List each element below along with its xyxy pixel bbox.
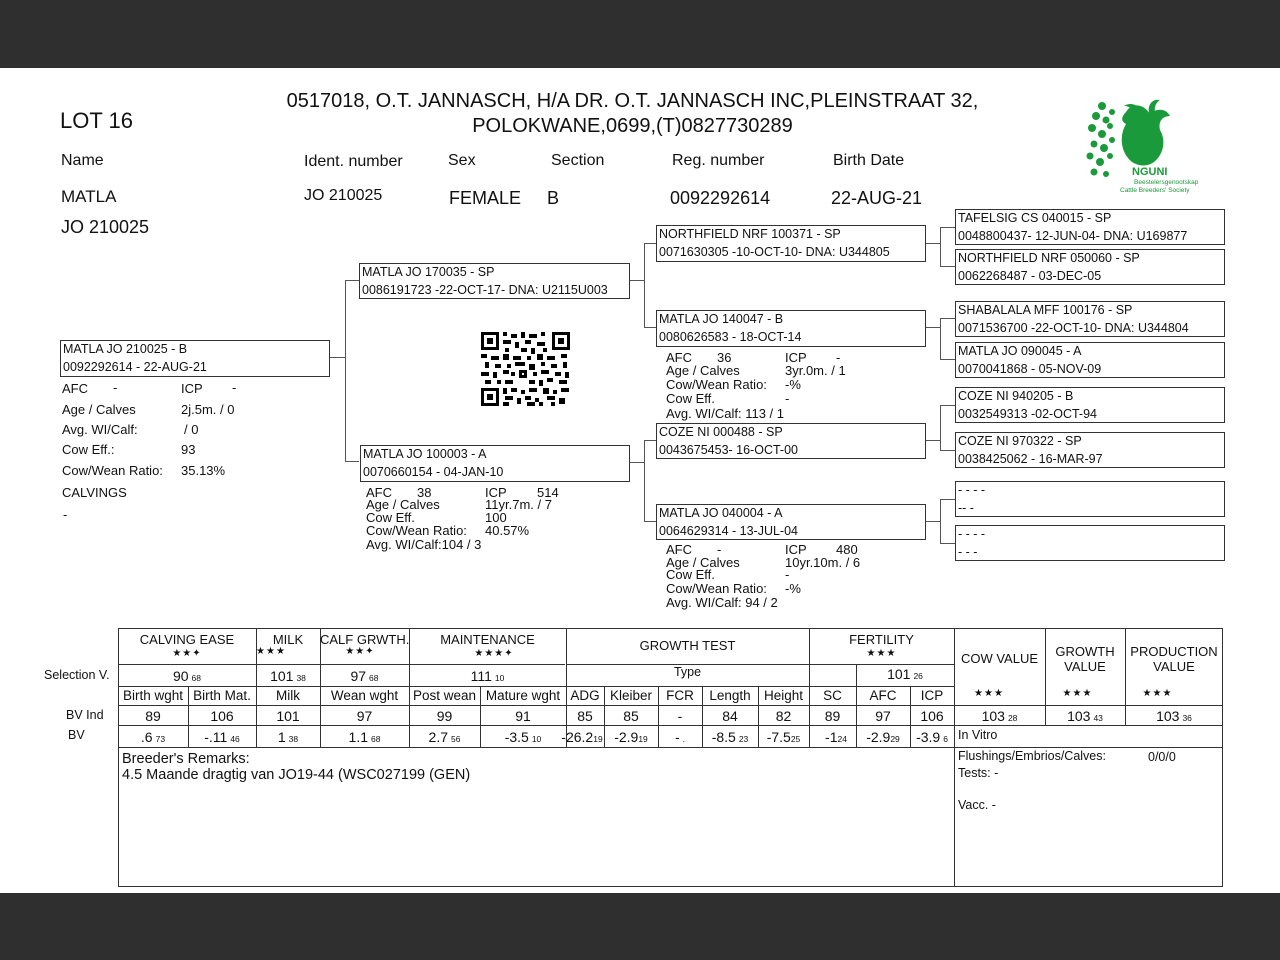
row-label-bv: BV [68,728,85,742]
sd-icp-label: ICP [785,350,807,365]
sel-maint-acc: 10 [494,673,505,683]
sel-fert: 101 [887,666,911,682]
bv-value: -26.2 [561,729,594,745]
subject-calvings-label: CALVINGS [62,485,127,500]
dd-icp: 480 [836,542,858,557]
header-sex: Sex [448,152,476,169]
bv-value: -2.9 [614,729,639,745]
subject-wi: / 0 [184,422,199,437]
stars-maint: ★★★✦ [474,648,514,659]
sd-afc-label: AFC [666,350,692,365]
bv-acc: 38 [288,734,299,744]
header-name: Name [61,152,104,169]
dam-line-2: 0070660154 - 04-JAN-10 [363,465,504,479]
dd-line-1: MATLA JO 040004 - A [659,506,783,520]
bv-acc: 10 [531,734,542,744]
ds-line-1: COZE NI 000488 - SP [659,425,783,439]
ss-line-2: 0071630305 -10-OCT-10- DNA: U344805 [659,245,890,259]
sd-wi: Avg. WI/Calf: 113 / 1 [666,406,785,421]
gg-box-3 [955,301,1225,337]
bv-acc: 19 [638,734,648,744]
bvind-sc: 89 [824,708,841,724]
dd-afc-label: AFC [666,542,692,557]
bv-value: -2.9 [866,729,891,745]
flushings-value: 0/0/0 [1148,750,1176,764]
dd-eff: - [785,567,790,582]
logo-tag-2: Cattle Breeders' Society [1120,187,1190,194]
dam-line-1: MATLA JO 100003 - A [363,447,487,461]
dam-afc: 38 [417,485,432,500]
pedigree-line [940,450,955,451]
pedigree-line [329,357,346,358]
animal-section: B [547,188,560,208]
bv-acc: 68 [371,734,381,744]
pedigree-line [644,243,645,328]
pedigree-line [629,280,645,281]
dd-cwr: -% [785,581,801,596]
subject-cwr-label: Cow/Wean Ratio: [62,463,163,478]
bvind-length: 84 [722,708,738,724]
bv-value: 1 [277,729,286,745]
group-cow-value: COW VALUE [960,651,1039,666]
dam-eff-label: Cow Eff. [366,510,415,525]
pedigree-line [345,280,346,462]
header-section: Section [551,152,605,169]
col-icp: ICP [920,688,944,703]
sel-calf: 97 [350,668,367,684]
pedigree-line [644,440,645,522]
gg-box-5 [955,387,1225,423]
bv-acc: 6 [943,734,948,744]
qr-code [481,332,570,406]
stars-milk: ★★★ [256,646,286,657]
gg-3-line-2: 0071536700 -22-OCT-10- DNA: U344804 [958,321,1189,335]
table-line [954,628,955,887]
animal-reg: 0092292614 [670,188,771,208]
subject-afc: - [113,380,118,395]
header-ident: Ident. number [304,153,403,170]
col-afc: AFC [869,688,897,703]
subject-box [60,340,330,377]
dam-wi: Avg. WI/Calf:104 / 3 [366,537,482,552]
bvind-wean-wght: 97 [356,708,373,724]
row-label-bv-ind: BV Ind [66,708,104,722]
subject-calvings: - [63,507,68,522]
dam-icp: 514 [537,485,559,500]
growth-value: 103 [1067,708,1091,724]
bv-acc: 46 [230,734,240,744]
bv-value: -3.9 [916,729,941,745]
group-growth-value-2: VALUE [1064,659,1106,674]
logo-brand: NGUNI [1132,166,1168,178]
gg-6-line-1: COZE NI 970322 - SP [958,434,1082,448]
pedigree-line [926,521,941,522]
pedigree-line [644,440,656,441]
flushings-label: Flushings/Embrios/Calves: [958,749,1106,763]
bv-acc: 19 [593,734,603,744]
pedigree-line [629,462,645,463]
pedigree-line [940,266,955,267]
animal-birth: 22-AUG-21 [831,188,923,208]
production-value: 103 [1156,708,1180,724]
bv-acc: 73 [155,734,166,744]
stars-calf: ★★✦ [345,646,375,657]
subject-icp: - [232,380,237,395]
dam-icp-label: ICP [485,485,507,500]
subject-icp-label: ICP [181,381,203,396]
subject-cwr: 35.13% [181,463,226,478]
col-height: Height [763,688,804,703]
stars-growth-value: ★★★ [1062,688,1093,699]
bv-acc: 29 [890,734,900,744]
group-growth-test: GROWTH TEST [639,638,736,653]
gg-5-line-2: 0032549313 -02-OCT-94 [958,407,1097,421]
bv-value: -3.5 [504,729,529,745]
logo-tag-1: Beestelersgenootskap [1134,179,1199,186]
gg-6-line-2: 0038425062 - 16-MAR-97 [958,452,1103,466]
bvind-birth-wght: 89 [145,708,161,724]
bv-acc: 56 [451,734,461,744]
bv-value: .6 [140,729,153,745]
table-line [118,725,1223,726]
sel-milk: 101 [270,668,294,684]
dam-cwr: 40.57% [485,523,530,538]
nguni-logo [1082,94,1207,200]
dam-age-label: Age / Calves [366,497,440,512]
bvind-afc: 97 [875,708,891,724]
pedigree-line [644,521,656,522]
qr-code-icon [481,332,570,406]
sire-line-1: MATLA JO 170035 - SP [362,265,495,279]
pedigree-line [940,227,941,267]
bvind-birth-mat: 106 [210,708,234,724]
pedigree-line [345,461,359,462]
dd-age-label: Age / Calves [666,555,740,570]
dam-age: 11yr.7m. / 7 [485,497,552,512]
bv-value: -.11 [204,729,228,745]
tests-value: Tests: - [958,766,999,780]
col-adg: ADG [570,688,600,703]
lot-number: LOT 16 [60,108,133,133]
bv-value: -7.5 [766,729,791,745]
sd-eff-label: Cow Eff. [666,391,715,406]
animal-name: MATLA [61,187,117,206]
gg-7-line-2: -- - [958,501,974,515]
pedigree-line [940,318,941,360]
gg-box-8 [955,525,1225,561]
table-line [118,747,1223,748]
dam-sire-box [656,423,926,459]
bvind-icp: 106 [920,708,944,724]
group-growth-value-1: GROWTH [1055,644,1115,659]
col-length: Length [709,688,751,703]
subject-age-label: Age / Calves [62,402,136,417]
sel-milk-acc: 38 [296,673,306,683]
dam-afc-label: AFC [366,485,392,500]
bvind-post-wean: 99 [436,708,453,724]
subject-eff: 93 [181,442,196,457]
bvind-milk: 101 [276,708,300,724]
table-line [118,705,1223,706]
pedigree-line [940,543,955,544]
col-fcr: FCR [666,688,694,703]
sel-maint: 111 [470,668,492,684]
bv-acc: 25 [790,734,801,744]
col-mature-wght: Mature wght [485,688,561,703]
gg-box-6 [955,432,1225,468]
stars-production-value: ★★★ [1142,688,1173,699]
pedigree-line [940,405,941,451]
stars-calving: ★★✦ [172,648,202,659]
sire-sire-box [656,225,926,262]
dd-wi: Avg. WI/Calf: 94 / 2 [666,595,778,610]
pedigree-line [940,499,955,500]
pedigree-line [940,359,955,360]
gg-1-line-2: 0048800437- 12-JUN-04- DNA: U169877 [958,229,1188,243]
dd-line-2: 0064629314 - 13-JUL-04 [659,524,798,538]
gg-box-7 [955,481,1225,517]
gg-7-line-1: - - - - [958,483,986,497]
sd-afc: 36 [717,350,732,365]
subject-eff-label: Cow Eff.: [62,442,115,457]
bv-acc: 24 [837,734,847,744]
dd-afc: - [717,542,722,557]
dam-box [360,445,630,482]
group-maintenance: MAINTENANCE [440,632,535,647]
gg-1-line-1: TAFELSIG CS 040015 - SP [958,211,1112,225]
bvind-height: 82 [775,708,792,724]
sel-fert-acc: 26 [913,671,923,681]
gg-box-4 [955,342,1225,378]
gg-4-line-2: 0070041868 - 05-NOV-09 [958,362,1102,376]
growth-value-acc: 43 [1093,713,1103,723]
sd-eff: - [785,391,790,406]
dd-icp-label: ICP [785,542,807,557]
stars-fert: ★★★ [866,648,897,659]
col-birth-wght: Birth wght [122,688,184,703]
bv-value: 1.1 [348,729,368,745]
sel-calving-acc: 68 [191,673,202,683]
pedigree-line [940,227,955,228]
gg-5-line-1: COZE NI 940205 - B [958,389,1074,403]
pedigree-line [644,243,656,244]
group-calf-growth: CALF GRWTH. [320,632,410,647]
animal-ident: JO 210025 [61,217,150,237]
sire-line-2: 0086191723 -22-OCT-17- DNA: U2115U003 [362,283,608,297]
bv-value: -8.5 [711,729,736,745]
subject-line-1: MATLA JO 210025 - B [63,342,188,356]
cow-value-acc: 28 [1007,713,1018,723]
stars-cow-value: ★★★ [974,688,1004,699]
in-vitro-label: In Vitro [958,728,998,742]
group-production-value-1: PRODUCTION [1130,644,1218,659]
sd-age-label: Age / Calves [666,363,740,378]
breeder-line-2: POLOKWANE,0699,(T)0827730289 [472,115,793,137]
vaccinations-value: Vacc. - [958,798,996,812]
subject-afc-label: AFC [62,381,88,396]
animal-sex: FEMALE [449,188,522,208]
bvind-mature-wght: 91 [515,708,531,724]
group-milk: MILK [272,632,304,647]
sel-calving: 90 [172,668,189,684]
dam-eff: 100 [485,510,507,525]
remarks-text: 4.5 Maande dragtig van JO19-44 (WSC027199 (GEN) [122,767,471,783]
pedigree-line [926,243,941,244]
dam-dam-box [656,504,926,540]
dd-eff-label: Cow Eff. [666,567,715,582]
gg-2-line-1: NORTHFIELD NRF 050060 - SP [958,251,1140,265]
pedigree-line [940,405,955,406]
gg-box-2 [955,249,1225,285]
sd-line-2: 0080626583 - 18-OCT-14 [659,330,802,344]
col-post-wean: Post wean [412,688,477,703]
pedigree-line [644,327,656,328]
dam-cwr-label: Cow/Wean Ratio: [366,523,467,538]
pedigree-line [940,318,955,319]
ss-line-1: NORTHFIELD NRF 100371 - SP [659,227,841,241]
dd-age: 10yr.10m. / 6 [785,555,861,570]
ds-line-2: 0043675453- 16-OCT-00 [659,443,798,457]
cow-value: 103 [981,708,1005,724]
remarks-label: Breeder's Remarks: [122,751,250,767]
gg-3-line-1: SHABALALA MFF 100176 - SP [958,303,1133,317]
group-calving-ease: CALVING EASE [139,632,235,647]
subject-age: 2j.5m. / 0 [181,402,235,417]
bv-value: - [674,729,680,745]
table-line [810,664,954,665]
bv-acc: . [682,734,686,744]
bottom-bar [0,893,1280,960]
bv-value: -1 [825,729,838,745]
table-line [118,686,954,687]
animal-ident-short: JO 210025 [304,187,383,204]
table-line [118,664,565,665]
col-birth-mat: Birth Mat. [193,688,251,703]
production-value-acc: 36 [1182,713,1192,723]
header-reg: Reg. number [672,152,765,169]
sd-icp: - [836,350,841,365]
group-production-value-2: VALUE [1153,659,1195,674]
bvind-adg: 85 [577,708,593,724]
sd-cwr: -% [785,377,801,392]
gg-4-line-1: MATLA JO 090045 - A [958,344,1082,358]
gg-8-line-1: - - - - [958,527,986,541]
sire-dam-box [656,310,926,347]
gg-box-1 [955,209,1225,245]
bvind-kleiber: 85 [623,708,639,724]
pedigree-line [926,327,941,328]
header-birth: Birth Date [833,152,905,169]
bv-value: 2.7 [428,729,448,745]
dd-cwr-label: Cow/Wean Ratio: [666,581,767,596]
sd-line-1: MATLA JO 140047 - B [659,312,784,326]
breeder-line-1: 0517018, O.T. JANNASCH, H/A DR. O.T. JANNASCH INC,PLEINSTRAAT 32, [286,90,979,112]
sd-age: 3yr.0m. / 1 [785,363,846,378]
sel-type: Type [673,665,702,679]
col-kleiber: Kleiber [609,688,653,703]
sd-cwr-label: Cow/Wean Ratio: [666,377,767,392]
pedigree-line [940,499,941,544]
sel-calf-acc: 68 [369,673,379,683]
subject-line-2: 0092292614 - 22-AUG-21 [63,360,207,374]
gg-2-line-2: 0062268487 - 03-DEC-05 [958,269,1102,283]
gg-8-line-2: - - - [958,545,978,559]
bvind-fcr: - [677,708,683,724]
top-bar [0,0,1280,68]
bv-acc: 23 [738,734,749,744]
col-milk: Milk [276,688,300,703]
subject-wi-label: Avg. WI/Calf: [62,422,138,437]
row-label-selection: Selection V. [44,668,110,682]
group-fertility: FERTILITY [849,632,914,647]
sire-box [359,263,630,299]
pedigree-line [345,280,359,281]
col-wean-wght: Wean wght [330,688,399,703]
pedigree-line [926,440,941,441]
col-sc: SC [823,688,842,703]
